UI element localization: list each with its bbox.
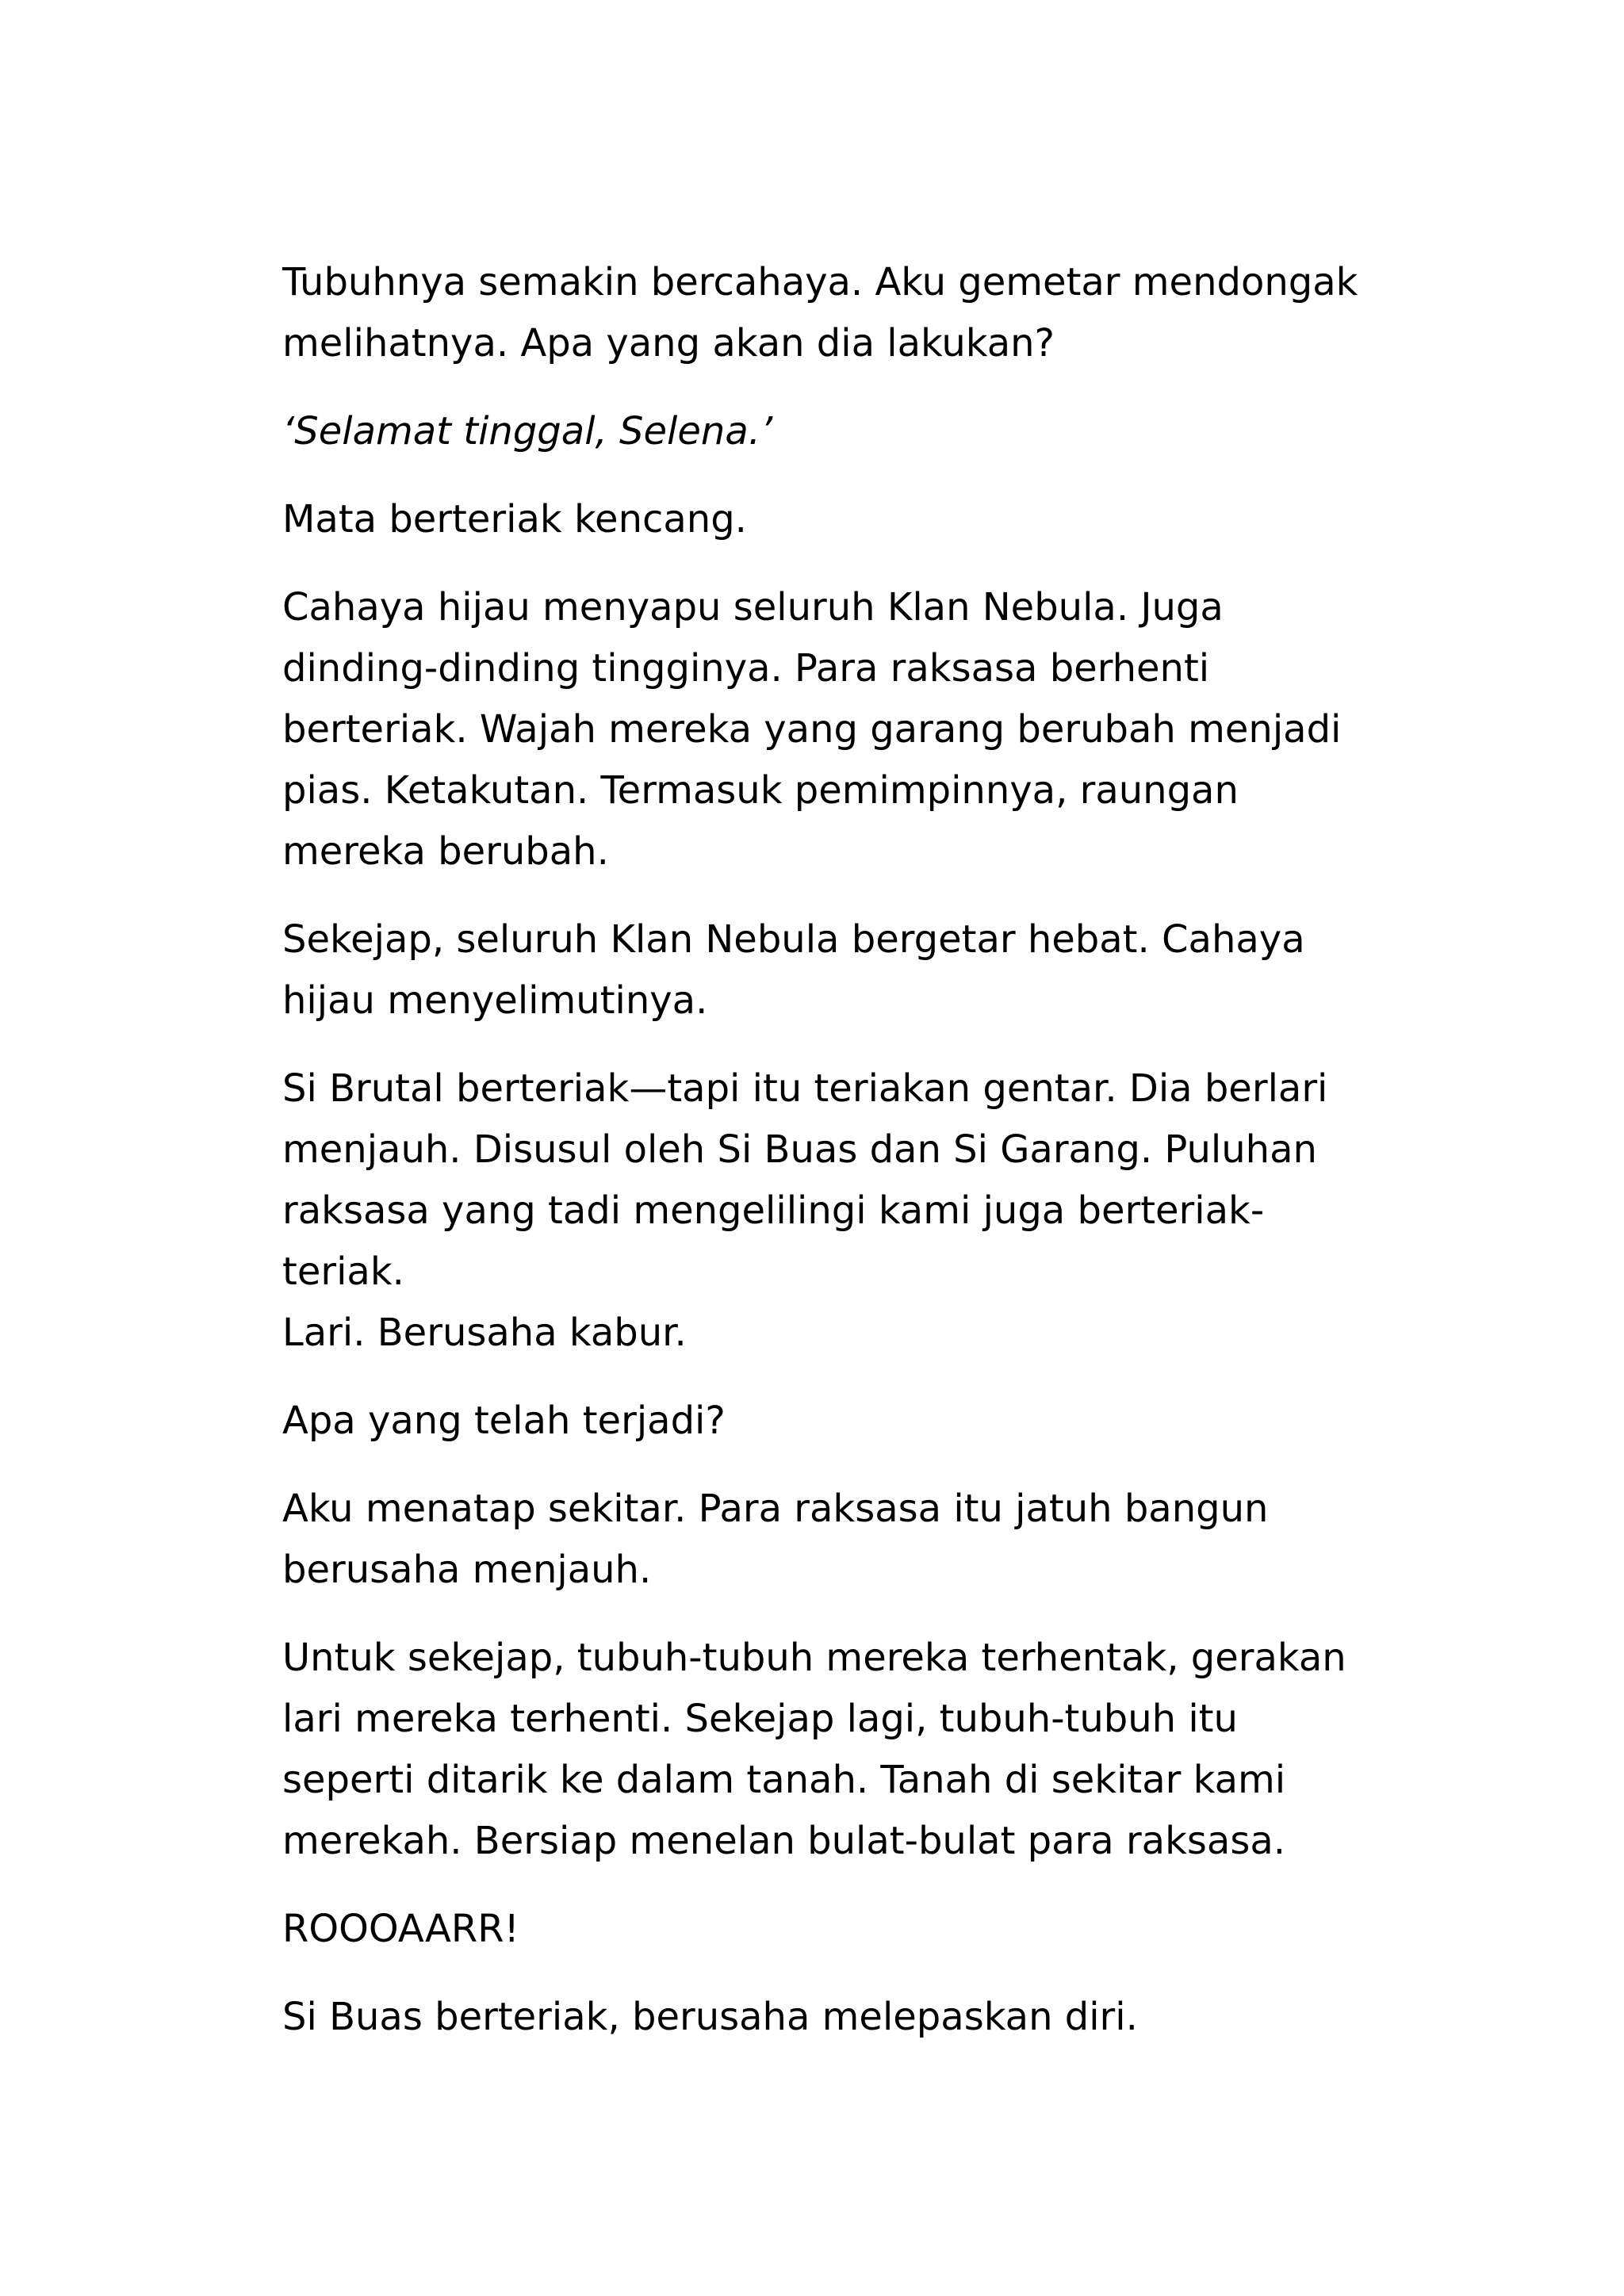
paragraph: ROOOAARR! [282,1907,519,1951]
paragraph: Sekejap, seluruh Klan Nebula bergetar hebat. Cahaya hijau menyelimutinya. [282,917,1305,1023]
paragraph: Apa yang telah terjadi? [282,1399,726,1443]
paragraph: Aku menatap sekitar. Para raksasa itu jatuh bangun berusaha menjauh. [282,1487,1269,1592]
paragraph-italic-quote: ‘Selamat tinggal, Selena.’ [282,409,773,453]
paragraph: Si Buas berteriak, berusaha melepaskan diri. [282,1995,1138,2039]
paragraph: Mata berteriak kencang. [282,497,747,541]
paragraph: Cahaya hijau menyapu seluruh Klan Nebula. Juga dinding-dinding tingginya. Para raksasa berhenti berteriak. Wajah mereka yang garang berubah menjadi pias. Ketakutan. Termasuk pemimpinnya, raungan mereka berubah. [282,585,1342,874]
paragraph: Si Brutal berteriak—tapi itu teriakan gentar. Dia berlari menjauh. Disusul oleh Si Buas dan Si Garang. Puluhan raksasa yang tadi mengelilingi kami juga berteriak-teriak. Lari. Berusaha kabur. [282,1066,1328,1355]
paragraph: Tubuhnya semakin bercahaya. Aku gemetar mendongak melihatnya. Apa yang akan dia lakukan? [282,260,1358,365]
paragraph: Untuk sekejap, tubuh-tubuh mereka terhentak, gerakan lari mereka terhenti. Sekejap lagi, tubuh-tubuh itu seperti ditarik ke dalam tanah. Tanah di sekitar kami merekah. Bersiap menelan bulat-bulat para raksasa. [282,1636,1346,1863]
body-text [282,252,1377,2075]
